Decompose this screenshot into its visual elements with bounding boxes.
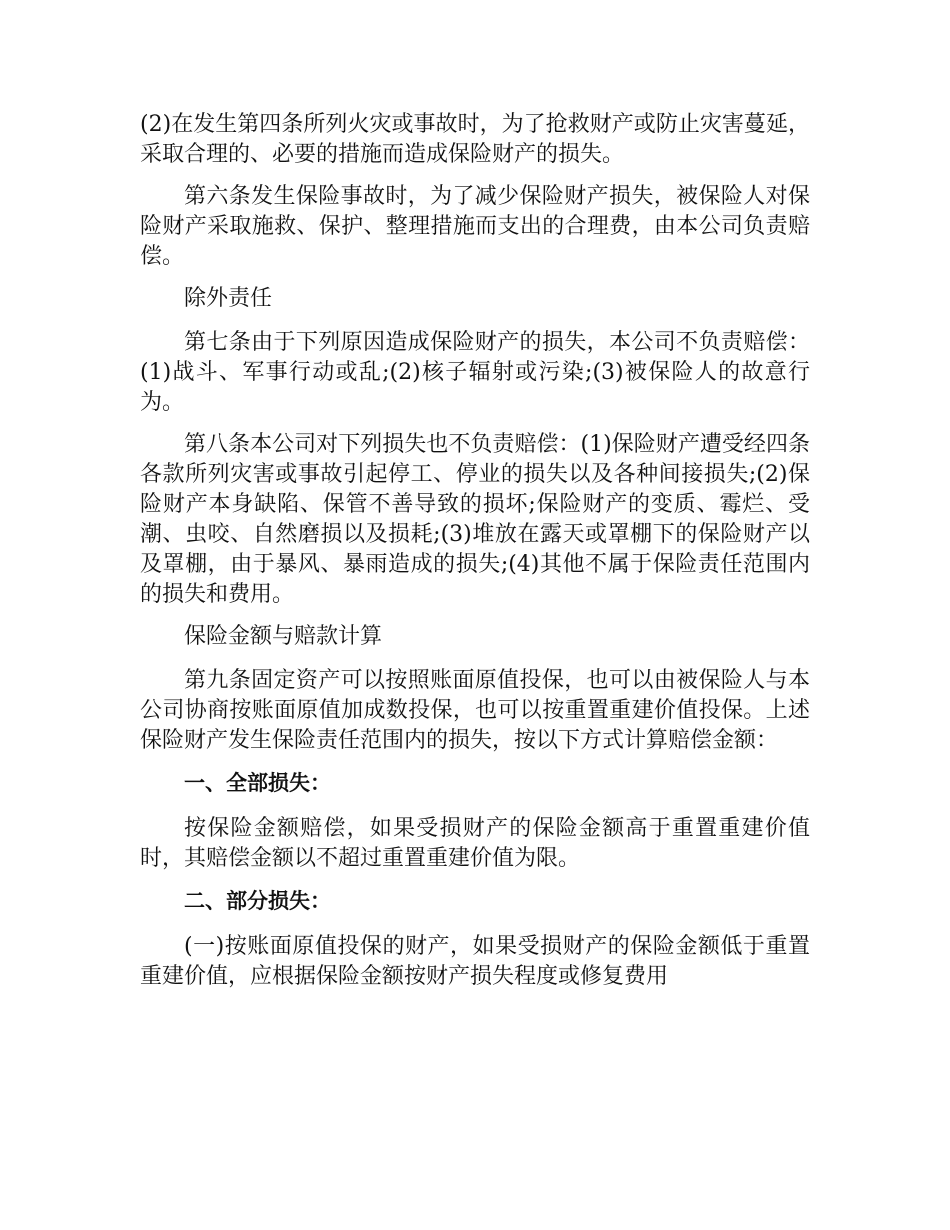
paragraph-total-loss: 按保险金额赔偿，如果受损财产的保险金额高于重置重建价值时，其赔偿金额以不超过重置重建价值为限。 bbox=[140, 816, 810, 871]
paragraph-partial-loss-1: (一)按账面原值投保的财产，如果受损财产的保险金额低于重置重建价值，应根据保险金额按财产损失程度或修复费用 bbox=[140, 934, 810, 989]
section-heading-exclusions: 除外责任 bbox=[184, 286, 273, 311]
paragraph-clause-6: 第六条发生保险事故时，为了减少保险财产损失，被保险人对保险财产采取施救、保护、整理措施而支出的合理费，由本公司负责赔偿。 bbox=[140, 184, 810, 269]
subheading-partial-loss: 二、部分损失： bbox=[184, 889, 331, 913]
paragraph-clause-5-item-2: (2)在发生第四条所列火灾或事故时，为了抢救财产或防止灾害蔓延，采取合理的、必要的措施而造成保险财产的损失。 bbox=[140, 112, 810, 167]
document-page bbox=[140, 110, 810, 1004]
section-heading-amount-calculation: 保险金额与赔款计算 bbox=[184, 624, 383, 649]
paragraph-clause-8: 第八条本公司对下列损失也不负责赔偿：(1)保险财产遭受经四条各款所列灾害或事故引起停工、停业的损失以及各种间接损失;(2)保险财产本身缺陷、保管不善导致的损坏;保险财产的变质、霉烂、受潮、虫咬、自然磨损以及损耗;(3)堆放在露天或罩棚下的保险财产以及罩棚，由于暴风、暴雨造成的损失;(4)其他不属于保险责任范围内的损失和费用。 bbox=[140, 432, 810, 607]
paragraph-clause-9: 第九条固定资产可以按照账面原值投保，也可以由被保险人与本公司协商按账面原值加成数投保，也可以按重置重建价值投保。上述保险财产发生保险责任范围内的损失，按以下方式计算赔偿金额： bbox=[140, 668, 810, 753]
subheading-total-loss: 一、全部损失： bbox=[184, 771, 331, 795]
paragraph-clause-7: 第七条由于下列原因造成保险财产的损失，本公司不负责赔偿：(1)战斗、军事行动或乱;(2)核子辐射或污染;(3)被保险人的故意行为。 bbox=[140, 330, 810, 415]
